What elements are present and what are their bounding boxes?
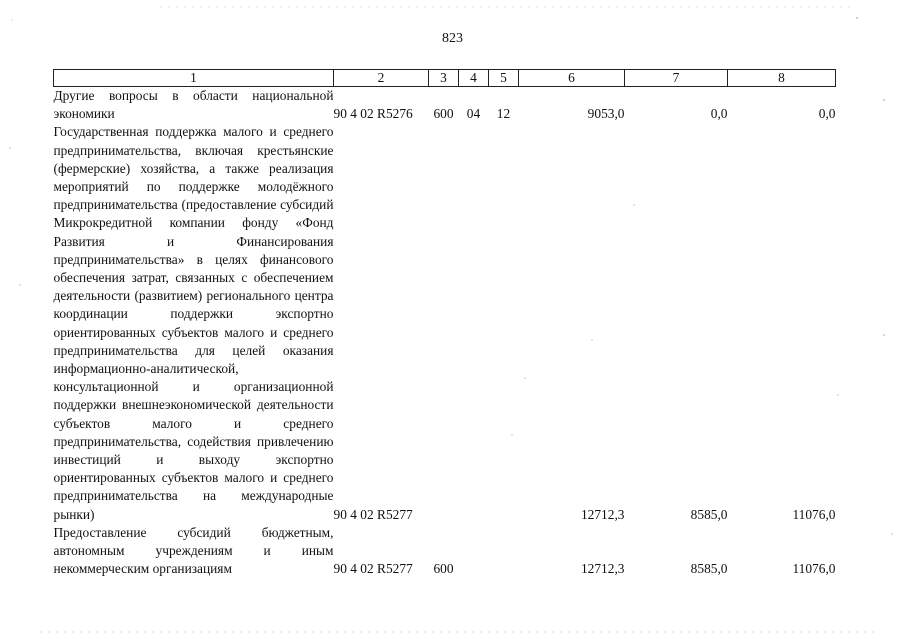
row-value-8: 11076,0: [792, 506, 836, 522]
row-code: 90 4 02 R5276: [333, 106, 413, 122]
row-name: Другие вопросы в области национальной экономики: [53, 88, 334, 122]
row-code: 90 4 02 R5277: [333, 561, 413, 577]
row-value-8: 0,0: [818, 106, 836, 122]
row-code: 90 4 02 R5277: [333, 506, 413, 522]
row-col-5: 12: [496, 106, 511, 122]
budget-table: [53, 69, 836, 578]
row-col-3: 600: [433, 561, 454, 577]
header-col-3: 3: [429, 70, 459, 87]
row-value-6: 12712,3: [580, 506, 625, 522]
table-row: [54, 123, 836, 523]
row-col-3: 600: [433, 106, 454, 122]
header-col-2: 2: [334, 70, 429, 87]
header-col-5: 5: [489, 70, 519, 87]
row-col-4: 04: [466, 106, 481, 122]
row-value-6: 12712,3: [580, 561, 625, 577]
row-value-7: 8585,0: [690, 506, 728, 522]
header-col-4: 4: [459, 70, 489, 87]
row-col-3: [429, 123, 459, 523]
row-col-5: [489, 123, 519, 523]
header-col-6: 6: [519, 70, 625, 87]
row-value-7: 8585,0: [690, 561, 728, 577]
row-name: Предоставление субсидий бюджетным, автономным учреждениям и иным некоммерческим организациям: [53, 524, 334, 577]
row-col-5: [489, 524, 519, 579]
row-value-6: 9053,0: [587, 106, 625, 122]
row-col-4: [459, 123, 489, 523]
header-col-7: 7: [625, 70, 728, 87]
table-row: [54, 524, 836, 579]
header-col-1: 1: [54, 70, 334, 87]
row-value-8: 11076,0: [792, 561, 836, 577]
header-row: [54, 70, 836, 87]
row-value-7: 0,0: [710, 106, 728, 122]
row-col-4: [459, 524, 489, 579]
table-row: [54, 87, 836, 124]
header-col-8: 8: [728, 70, 836, 87]
page-number: 823: [442, 31, 463, 46]
row-name: Государственная поддержка малого и среднего предпринимательства, включая крестьянские (фермерские) хозяйства, а также реализация мероприятий по поддержке молодёжного предпринимательства (предоставление субсидий Микрокредитной компании фонду «Фонд Развития и Финансирования предпринимательства» в целях финансового обеспечения затрат, связанных с обеспечением деятельности (развитием) регионального центра координации поддержки экспортно ориентированных субъектов малого и среднего предпринимательства для целей оказания информационно-аналитической, консультационной и организационной поддержки внешнеэкономической деятельности субъектов малого и среднего предпринимательства, содействия привлечению инвестиций и выходу экспортно ориентированных субъектов малого и среднего предпринимательства на международные рынки): [53, 124, 334, 522]
